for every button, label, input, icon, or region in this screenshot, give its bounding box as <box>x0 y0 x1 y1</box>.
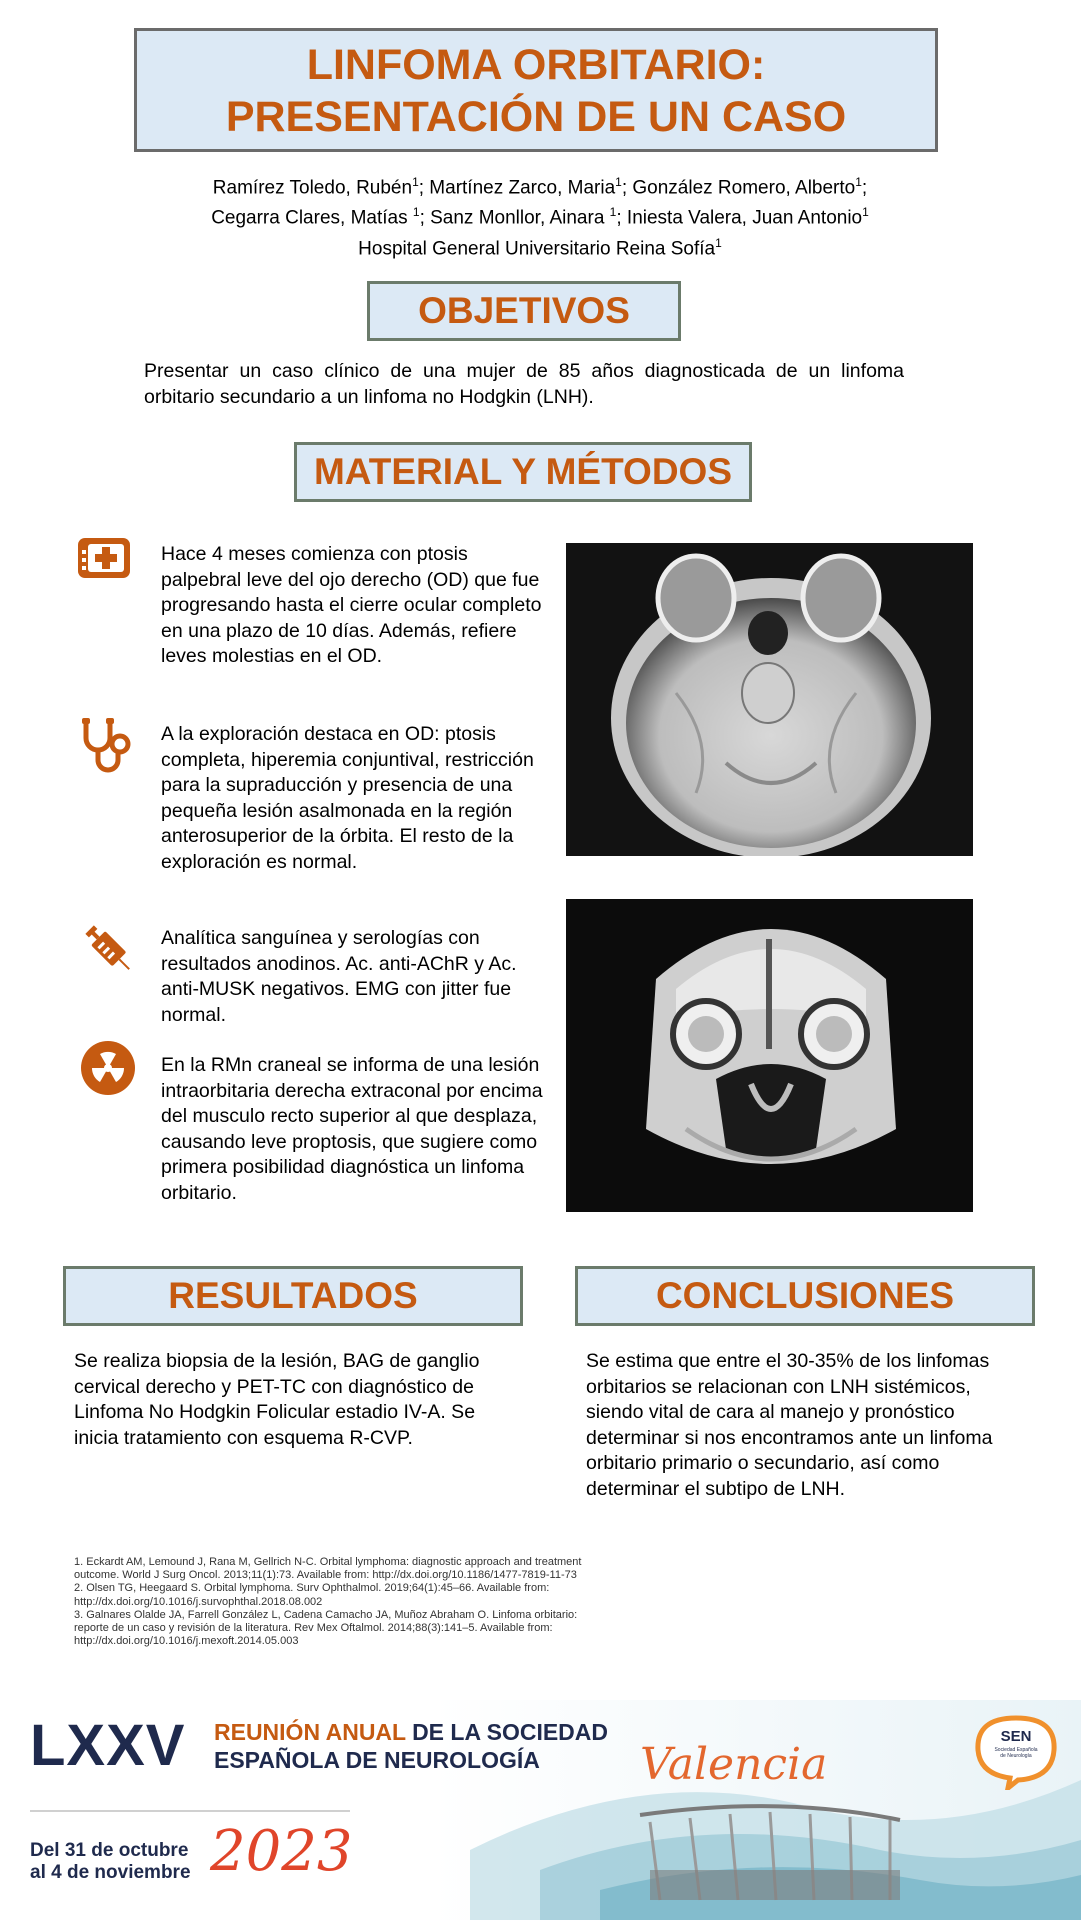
mri-coronal-image <box>566 899 973 1212</box>
metodos-item-2: A la exploración destaca en OD: ptosis completa, hiperemia conjuntival, restricción para la supraducción y presencia de una pequeña lesión asalmonada en la región anterosuperior de la órbita. El resto de la exploración es normal. <box>161 723 534 873</box>
congress-date-end: al 4 de noviembre <box>30 1862 191 1883</box>
affil-sup: 1 <box>609 205 617 220</box>
metodos-item-4: En la RMn craneal se informa de una lesión intraorbitaria derecha extraconal por encima del musculo recto superior al que desplaza, causando leve proptosis, que sugiere como primera posibilidad diagnóstica un linfoma orbitario. <box>161 1054 543 1204</box>
congress-name-line-2: ESPAÑOLA DE NEUROLOGÍA <box>214 1747 540 1773</box>
sen-logo-subtitle <box>968 1747 1064 1759</box>
reference-1: 1. Eckardt AM, Lemound J, Rana M, Gellrich N-C. Orbital lymphoma: diagnostic approach and treatment outcome. World J Surg Oncol. 2013;11(1):73. Available from: http://dx.doi.org/10.1186/1477-7819-11-73 <box>74 1556 582 1582</box>
affiliation-text: Hospital General Universitario Reina Sofía <box>358 237 716 259</box>
objetivos-heading: OBJETIVOS <box>367 281 681 341</box>
congress-date-start: Del 31 de octubre <box>30 1840 189 1861</box>
author-6: ; Iniesta Valera, Juan Antonio <box>616 207 863 229</box>
affiliation <box>120 231 960 261</box>
affil-sup: 1 <box>855 175 862 189</box>
sen-logo <box>968 1710 1064 1790</box>
author-5: ; Sanz Monllor, Ainara <box>419 207 610 229</box>
authors-block <box>120 170 960 261</box>
congress-city: Valencia <box>640 1739 828 1790</box>
reference-2: 2. Olsen TG, Heegaard S. Orbital lymphoma. Surv Ophthalmol. 2019;64(1):45–66. Available from: http://dx.doi.org/10.1016/j.survophthal.2018.08.002 <box>74 1582 550 1608</box>
author-1: Ramírez Toledo, Rubén <box>212 177 413 199</box>
sen-logo-subtitle-2: de Neurología <box>1000 1753 1032 1759</box>
congress-name <box>214 1718 608 1774</box>
metodos-heading: MATERIAL Y MÉTODOS <box>294 442 752 502</box>
congress-banner <box>0 1700 1081 1920</box>
congress-name-rest: DE LA SOCIEDAD <box>412 1719 609 1745</box>
sen-logo-text: SEN <box>1000 1728 1032 1745</box>
author-2: ; Martínez Zarco, Maria <box>418 177 616 199</box>
medical-kit-icon <box>74 532 134 592</box>
affil-sup: 1 <box>862 205 869 220</box>
congress-number: LXXV <box>30 1713 186 1778</box>
title-line-1: LINFOMA ORBITARIO: <box>306 41 766 89</box>
syringe-icon <box>78 918 138 978</box>
conclusiones-text: Se estima que entre el 30-35% de los linfomas orbitarios se relacionan con LNH sistémicos, siendo vital de cara al manejo y pronóstico determinar si nos encontramos ante un linfoma orbitario primario o secundario, así como determinar el subtipo de LNH. <box>586 1350 993 1500</box>
authors-line-2 <box>120 200 960 230</box>
authors-line-1 <box>120 170 960 200</box>
radiation-icon <box>78 1038 138 1098</box>
congress-name-accent: REUNIÓN ANUAL <box>214 1719 413 1745</box>
congress-name-line-1 <box>214 1718 608 1746</box>
title-line-2: PRESENTACIÓN DE UN CASO <box>225 93 847 141</box>
objetivos-text: Presentar un caso clínico de una mujer de 85 años diagnosticada de un linfoma orbitario secundario a un linfoma no Hodgkin (LNH). <box>144 360 904 408</box>
congress-dates <box>30 1840 191 1884</box>
resultados-heading: RESULTADOS <box>63 1266 523 1326</box>
author-4: Cegarra Clares, Matías <box>211 207 413 229</box>
mri-axial-image <box>566 543 973 856</box>
affil-sup: 1 <box>412 175 419 189</box>
metodos-item-3: Analítica sanguínea y serologías con resultados anodinos. Ac. anti-AChR y Ac. anti-MUSK negativos. EMG con jitter fue normal. <box>161 927 517 1026</box>
affil-sup: 1 <box>412 205 420 220</box>
references <box>74 1556 614 1648</box>
resultados-text: Se realiza biopsia de la lesión, BAG de ganglio cervical derecho y PET-TC con diagnóstico de Linfoma No Hodgkin Folicular estadio IV-A. Se inicia tratamiento con esquema R-CVP. <box>74 1350 480 1449</box>
affil-sup: 1 <box>615 175 622 189</box>
author-sep: ; <box>861 177 868 199</box>
poster-title <box>134 28 938 152</box>
reference-3: 3. Galnares Olalde JA, Farrell González L, Cadena Camacho JA, Muñoz Abraham O. Linfoma orbitario: reporte de un caso y revisión de la literatura. Rev Mex Oftalmol. 2014;88(3):141–5. Available from: http://dx.doi.org/10.1016/j.mexoft.2014.05.003 <box>74 1608 578 1648</box>
affil-sup: 1 <box>715 235 722 250</box>
sen-logo-subtitle-1: Sociedad Española <box>994 1747 1038 1753</box>
conclusiones-heading: CONCLUSIONES <box>575 1266 1035 1326</box>
metodos-item-1: Hace 4 meses comienza con ptosis palpebral leve del ojo derecho (OD) que fue progresando hasta el cierre ocular completo en una plazo de 10 días. Además, refiere leves molestias en el OD. <box>161 543 542 667</box>
congress-year: 2023 <box>210 1819 353 1884</box>
stethoscope-icon <box>78 716 138 776</box>
author-3: ; González Romero, Alberto <box>621 177 856 199</box>
